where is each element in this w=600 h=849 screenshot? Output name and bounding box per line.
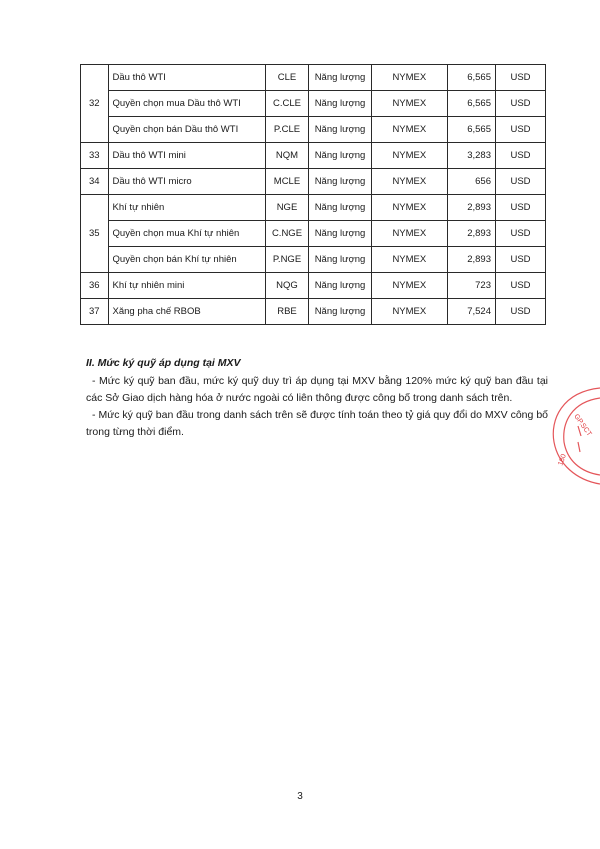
margin-policy-section	[86, 355, 548, 441]
row-stt: 33	[81, 143, 109, 169]
row-margin: 2,893	[448, 195, 496, 221]
row-exchange: NYMEX	[371, 247, 447, 273]
row-group: Năng lượng	[309, 195, 371, 221]
table-row	[81, 273, 546, 299]
row-name: Khí tự nhiên	[108, 195, 265, 221]
row-group: Năng lượng	[309, 65, 371, 91]
row-exchange: NYMEX	[371, 169, 447, 195]
row-code: P.CLE	[265, 117, 309, 143]
row-code: NQM	[265, 143, 309, 169]
row-stt: 32	[81, 65, 109, 143]
row-exchange: NYMEX	[371, 195, 447, 221]
section-heading: II. Mức ký quỹ áp dụng tại MXV	[86, 357, 241, 369]
row-exchange: NYMEX	[371, 221, 447, 247]
row-currency: USD	[496, 143, 546, 169]
row-name: Dầu thô WTI mini	[108, 143, 265, 169]
table-row	[81, 91, 546, 117]
row-stt: 35	[81, 195, 109, 273]
svg-text:GP.SCT: GP.SCT	[572, 413, 593, 438]
row-code: NGE	[265, 195, 309, 221]
row-stt: 34	[81, 169, 109, 195]
row-code: C.NGE	[265, 221, 309, 247]
row-name: Quyền chọn bán Dầu thô WTI	[108, 117, 265, 143]
row-margin: 7,524	[448, 299, 496, 325]
row-margin: 6,565	[448, 91, 496, 117]
row-margin: 656	[448, 169, 496, 195]
row-stt: 37	[81, 299, 109, 325]
row-group: Năng lượng	[309, 247, 371, 273]
red-seal-stamp	[540, 380, 600, 490]
row-group: Năng lượng	[309, 299, 371, 325]
row-currency: USD	[496, 65, 546, 91]
row-margin: 6,565	[448, 65, 496, 91]
row-margin: 2,893	[448, 221, 496, 247]
row-name: Dầu thô WTI micro	[108, 169, 265, 195]
row-currency: USD	[496, 299, 546, 325]
row-exchange: NYMEX	[371, 117, 447, 143]
row-code: C.CLE	[265, 91, 309, 117]
row-exchange: NYMEX	[371, 65, 447, 91]
table-row	[81, 195, 546, 221]
row-name: Quyền chọn mua Khí tự nhiên	[108, 221, 265, 247]
row-name: Quyền chọn bán Khí tự nhiên	[108, 247, 265, 273]
row-currency: USD	[496, 169, 546, 195]
page-number: 3	[297, 791, 303, 802]
table-row	[81, 247, 546, 273]
row-code: RBE	[265, 299, 309, 325]
row-exchange: NYMEX	[371, 299, 447, 325]
row-group: Năng lượng	[309, 169, 371, 195]
row-group: Năng lượng	[309, 273, 371, 299]
bullet-paragraph: - Mức ký quỹ ban đầu, mức ký quỹ duy trì áp dụng tại MXV bằng 120% mức ký quỹ ban đầu tại các Sở Giao dịch hàng hóa ở nước ngoài có liên thông được công bố trong danh sách trên.	[86, 375, 548, 404]
svg-text:180: 180	[557, 453, 568, 467]
table-row	[81, 221, 546, 247]
row-name: Xăng pha chế RBOB	[108, 299, 265, 325]
row-group: Năng lượng	[309, 221, 371, 247]
row-group: Năng lượng	[309, 143, 371, 169]
table-row	[81, 65, 546, 91]
row-margin: 2,893	[448, 247, 496, 273]
row-name: Khí tự nhiên mini	[108, 273, 265, 299]
row-currency: USD	[496, 221, 546, 247]
bullet-paragraph: - Mức ký quỹ ban đầu trong danh sách trên sẽ được tính toán theo tỷ giá quy đổi do MXV công bố trong từng thời điểm.	[86, 409, 548, 438]
row-exchange: NYMEX	[371, 143, 447, 169]
row-name: Quyền chọn mua Dầu thô WTI	[108, 91, 265, 117]
row-exchange: NYMEX	[371, 273, 447, 299]
row-code: MCLE	[265, 169, 309, 195]
row-name: Dầu thô WTI	[108, 65, 265, 91]
row-currency: USD	[496, 117, 546, 143]
margin-table	[80, 64, 546, 325]
row-margin: 723	[448, 273, 496, 299]
row-code: P.NGE	[265, 247, 309, 273]
row-group: Năng lượng	[309, 117, 371, 143]
row-stt: 36	[81, 273, 109, 299]
table-row	[81, 169, 546, 195]
row-currency: USD	[496, 91, 546, 117]
row-margin: 3,283	[448, 143, 496, 169]
row-currency: USD	[496, 247, 546, 273]
table-row	[81, 117, 546, 143]
table-row	[81, 299, 546, 325]
row-code: CLE	[265, 65, 309, 91]
row-currency: USD	[496, 195, 546, 221]
row-group: Năng lượng	[309, 91, 371, 117]
row-currency: USD	[496, 273, 546, 299]
row-code: NQG	[265, 273, 309, 299]
row-exchange: NYMEX	[371, 91, 447, 117]
row-margin: 6,565	[448, 117, 496, 143]
table-row	[81, 143, 546, 169]
